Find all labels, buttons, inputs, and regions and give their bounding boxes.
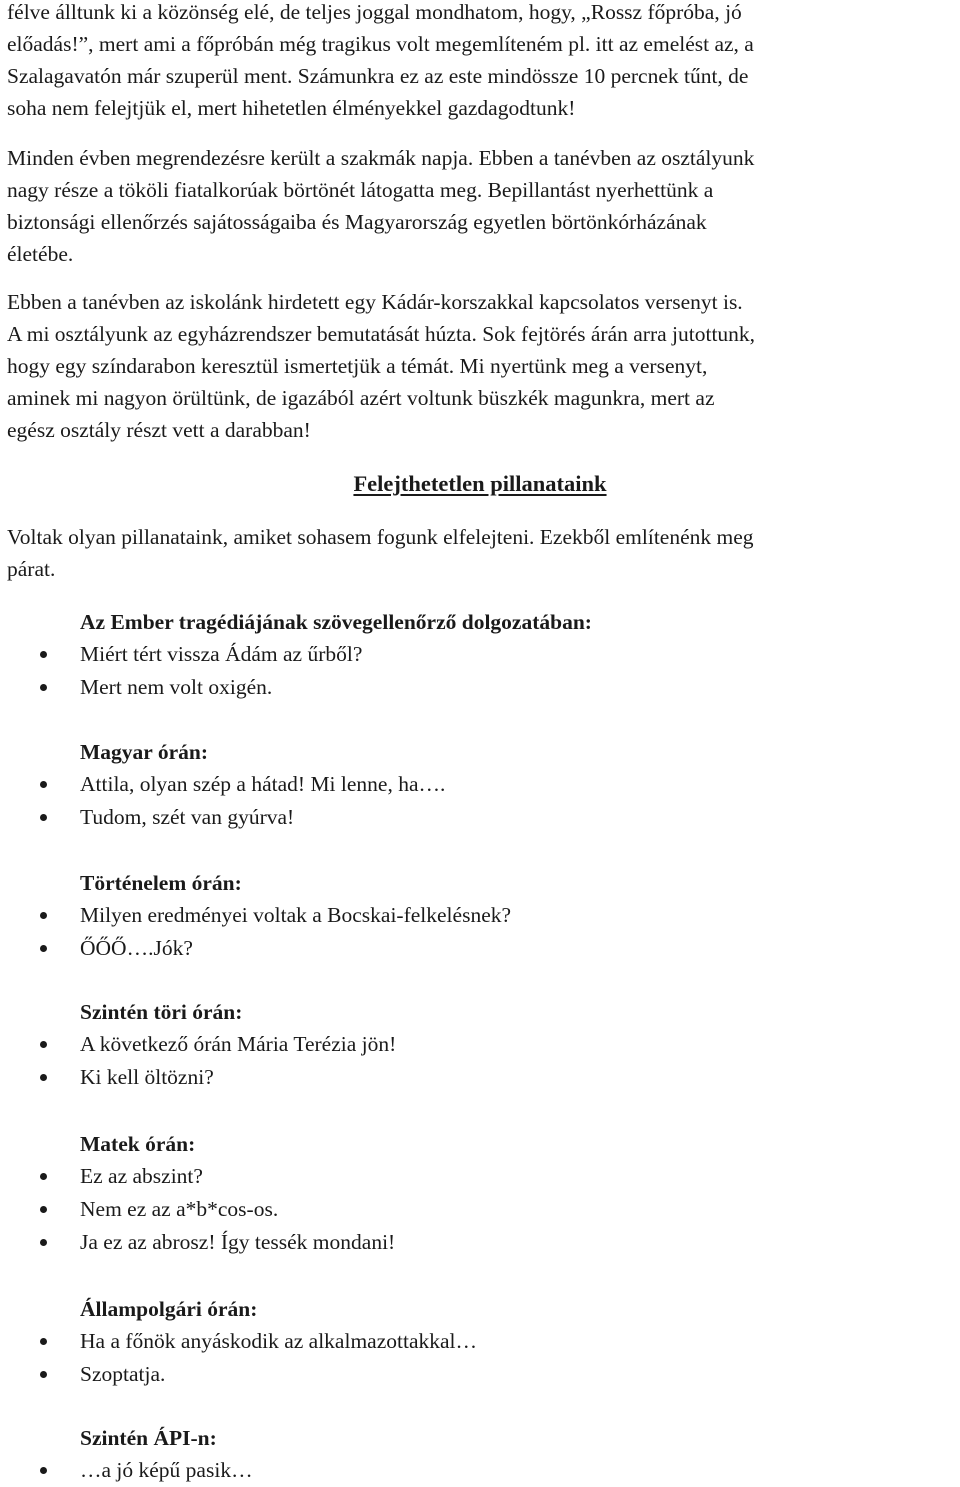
list-item-text: Szoptatja. [80,1362,166,1386]
list-item [0,1358,960,1391]
bullet-icon [40,1371,47,1378]
bullet-icon [40,1041,47,1048]
joke-group-title: Matek órán: [80,1132,196,1156]
bullet-icon [40,1206,47,1213]
list-item [0,638,960,671]
joke-group-ember-tragediaja [0,606,960,704]
text-line: aminek mi nagyon örültünk, de igazából azért voltunk büszkék magunkra, mert az [7,386,715,410]
list-item-text: Nem ez az a*b*cos-os. [80,1197,279,1221]
text-line: soha nem felejtjük el, mert hihetetlen élményekkel gazdagodtunk! [7,96,576,120]
bullet-icon [40,1338,47,1345]
bullet-icon [40,1467,47,1474]
list-item [0,1325,960,1358]
joke-group-title: Az Ember tragédiájának szövegellenőrző dolgozatában: [80,610,592,634]
text-line: életébe. [7,242,74,266]
joke-group-allampolgari [0,1293,960,1391]
list-item-text: Ez az abszint? [80,1164,203,1188]
text-line: biztonsági ellenőrzés sajátosságaiba és Magyarország egyetlen börtönkórházának [7,210,707,234]
joke-list [0,768,960,834]
joke-list [0,1160,960,1259]
joke-group-tortenelem [0,867,960,965]
paragraph-szalagavato [7,0,959,124]
text-line: hogy egy színdarabon keresztül ismertetjük a témát. Mi nyertünk meg a versenyt, [7,354,708,378]
list-item-text: Tudom, szét van gyúrva! [80,805,295,829]
text-line: Ebben a tanévben az iskolánk hirdetett egy Kádár-korszakkal kapcsolatos versenyt is. [7,290,743,314]
joke-group-title: Történelem órán: [80,871,242,895]
list-item [0,1061,960,1094]
text-line: párat. [7,557,56,581]
bullet-icon [40,945,47,952]
paragraph-szakmak-napja [7,142,959,270]
joke-group-title: Szintén töri órán: [80,1000,243,1024]
text-line: Minden évben megrendezésre került a szakmák napja. Ebben a tanévben az osztályunk [7,146,755,170]
list-item-text: Ja ez az abrosz! Így tessék mondani! [80,1230,396,1254]
bullet-icon [40,781,47,788]
text-line: Szalagavatón már szuperül ment. Számunkra ez az este mindössze 10 percnek tűnt, de [7,64,749,88]
list-item-text: A következő órán Mária Terézia jön! [80,1032,397,1056]
joke-list [0,899,960,965]
joke-group-title: Szintén ÁPI-n: [80,1426,217,1450]
list-item [0,1454,960,1487]
list-item [0,899,960,932]
bullet-icon [40,1074,47,1081]
joke-list [0,638,960,704]
joke-group-magyar [0,736,960,834]
text-line: A mi osztályunk az egyházrendszer bemutatását húzta. Sok fejtörés árán arra jutottunk, [7,322,756,346]
bullet-icon [40,1239,47,1246]
text-line: félve álltunk ki a közönség elé, de teljes joggal mondhatom, hogy, „Rossz főpróba, jó [7,0,742,24]
bullet-icon [40,684,47,691]
bullet-icon [40,912,47,919]
joke-group-title: Állampolgári órán: [80,1297,258,1321]
list-item-text: Milyen eredményei voltak a Bocskai-felkelésnek? [80,903,512,927]
list-item [0,932,960,965]
joke-group-tori [0,996,960,1094]
bullet-icon [40,814,47,821]
joke-list [0,1325,960,1391]
list-item-text: ŐŐŐ….Jók? [80,936,193,960]
list-item [0,801,960,834]
joke-group-matek [0,1128,960,1259]
list-item-text: …a jó képű pasik… [80,1458,253,1482]
text-line: előadás!”, mert ami a főpróbán még tragikus volt megemlíteném pl. itt az emelést az, a [7,32,754,56]
joke-list [0,1454,960,1487]
text-line: egész osztály részt vett a darabban! [7,418,311,442]
list-item [0,1160,960,1193]
list-item-text: Mert nem volt oxigén. [80,675,273,699]
text-line: Voltak olyan pillanataink, amiket sohasem fogunk elfelejteni. Ezekből említenénk meg [7,525,754,549]
bullet-icon [40,651,47,658]
joke-group-title: Magyar órán: [80,740,208,764]
list-item [0,1226,960,1259]
paragraph-intro [7,521,959,585]
list-item-text: Attila, olyan szép a hátad! Mi lenne, ha…. [80,772,446,796]
joke-group-api [0,1422,960,1487]
list-item [0,768,960,801]
list-item [0,1193,960,1226]
bullet-icon [40,1173,47,1180]
paragraph-verseny [7,286,959,446]
list-item [0,1028,960,1061]
joke-list [0,1028,960,1094]
list-item-text: Ki kell öltözni? [80,1065,214,1089]
list-item-text: Ha a főnök anyáskodik az alkalmazottakkal… [80,1329,478,1353]
list-item-text: Miért tért vissza Ádám az űrből? [80,642,363,666]
list-item [0,671,960,704]
section-heading: Felejthetetlen pillanataink [353,471,607,496]
text-line: nagy része a tököli fiatalkorúak börtönét látogatta meg. Bepillantást nyerhettünk a [7,178,714,202]
